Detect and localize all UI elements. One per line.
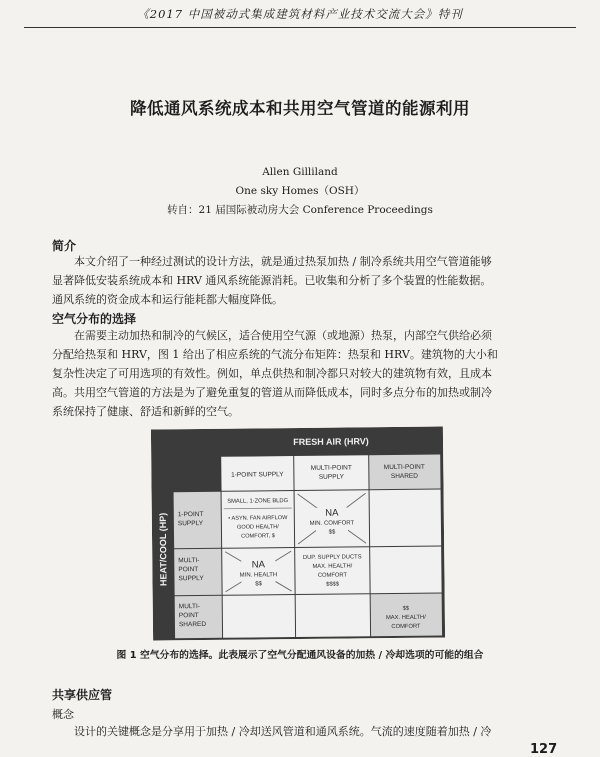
shared-paragraph bbox=[52, 722, 552, 741]
row-header-text: SUPPLY bbox=[177, 519, 204, 528]
intro-heading: 简介 bbox=[52, 239, 77, 253]
running-header: 《2017 中国被动式集成建筑材料产业技术交流大会》特刊 bbox=[137, 7, 463, 21]
cell-text: $$ bbox=[328, 529, 336, 536]
cell-text: MAX. HEALTH/ bbox=[385, 614, 426, 622]
matrix-cell bbox=[223, 595, 295, 638]
col-header-text: SHARED bbox=[390, 472, 418, 481]
intro-line: 显著降低安装系统成本和 HRV 通风系统能源消耗。已收集和分析了多个装置的性能数据。 bbox=[52, 274, 492, 287]
air-distribution-matrix bbox=[151, 426, 445, 640]
cell-text: MAX. HEALTH/ bbox=[312, 563, 353, 570]
shared-line: 设计的关键概念是分享用于加热 / 冷却送风管道和通风系统。气流的速度随着加热 / 冷 bbox=[74, 725, 492, 738]
cell-text: MIN. HEALTH bbox=[239, 572, 278, 579]
col-header-text: 1-POINT SUPPLY bbox=[231, 471, 284, 479]
row-header-text: MULTI- bbox=[178, 557, 200, 565]
intro-line: 本文介绍了一种经过测试的设计方法，就是通过热泵加热 / 制冷系统共用空气管道能够 bbox=[74, 255, 492, 268]
fresh-air-label: FRESH AIR (HRV) bbox=[293, 436, 369, 448]
row-header-text: SUPPLY bbox=[178, 574, 204, 583]
row-header-text: POINT bbox=[178, 612, 199, 620]
cell-text: • ASYN. FAN AIRFLOW bbox=[228, 515, 288, 522]
author-affiliation: One sky Homes（OSH） bbox=[235, 185, 365, 197]
figure-caption: 图 1 空气分布的选择。此表展示了空气分配通风设备的加热 / 冷却选项的可能的组合 bbox=[116, 650, 484, 661]
page-number: 127 bbox=[530, 742, 558, 757]
cell-text: COMFORT bbox=[317, 572, 348, 579]
selection-heading: 空气分布的选择 bbox=[52, 312, 137, 326]
paper-title: 降低通风系统成本和共用空气管道的能源利用 bbox=[130, 99, 470, 118]
cell-text: COMFORT bbox=[391, 623, 421, 631]
selection-line: 复杂性决定了可用选项的有效性。例如，单点供热和制冷都只对较大的建筑物有效，且成本 bbox=[52, 367, 492, 380]
concept-label: 概念 bbox=[52, 708, 74, 721]
row-header-text: POINT bbox=[178, 566, 199, 574]
selection-paragraph bbox=[52, 326, 552, 421]
selection-line: 分配给热泵和 HRV，图 1 给出了相应系统的气流分布矩阵：热泵和 HRV。建筑物的大小和 bbox=[52, 348, 498, 361]
matrix-cell bbox=[370, 547, 441, 594]
cell-text: $$$$ bbox=[326, 581, 340, 588]
col-header-text: SUPPLY bbox=[318, 473, 345, 481]
na-label: NA bbox=[251, 559, 265, 571]
cell-text: DUP. SUPPLY DUCTS bbox=[302, 554, 362, 561]
na-label: NA bbox=[325, 507, 339, 519]
cell-text: $$ bbox=[255, 581, 262, 588]
row-header-text: MULTI- bbox=[178, 603, 200, 611]
header-rule bbox=[24, 27, 576, 28]
col-header-text: MULTI-POINT bbox=[310, 464, 352, 472]
cell-text: GOOD HEALTH/ bbox=[236, 524, 279, 531]
author-block bbox=[0, 163, 600, 220]
row-header-text: SHARED bbox=[178, 620, 207, 629]
shared-heading: 共享供应管 bbox=[52, 688, 113, 702]
matrix-cell bbox=[370, 490, 442, 547]
intro-paragraph bbox=[52, 252, 552, 309]
cell-text: MIN. COMFORT bbox=[309, 520, 355, 527]
figure-1 bbox=[151, 426, 445, 640]
heat-cool-label: HEAT/COOL (HP) bbox=[157, 512, 169, 587]
selection-line: 系统保持了健康、舒适和新鲜的空气。 bbox=[52, 405, 239, 418]
translation-note: 转自：21 届国际被动房大会 Conference Proceedings bbox=[167, 204, 433, 216]
cell-text: $$ bbox=[402, 605, 410, 612]
col-header-text: MULTI-POINT bbox=[383, 463, 425, 472]
row-header-text: 1-POINT bbox=[177, 510, 204, 519]
matrix-cell bbox=[296, 594, 370, 637]
intro-line: 通风系统的资金成本和运行能耗都大幅度降低。 bbox=[52, 293, 283, 306]
selection-line: 高。共用空气管道的方法是为了避免重复的管道从而降低成本，同时多点分布的加热或制冷 bbox=[52, 386, 492, 399]
selection-line: 在需要主动加热和制冷的气候区，适合使用空气源（或地源）热泵，内部空气供给必须 bbox=[74, 329, 492, 342]
author-name: Allen Gilliland bbox=[262, 166, 338, 178]
cell-text: COMFORT, $ bbox=[241, 533, 275, 540]
cell-text: SMALL, 1-ZONE BLDG bbox=[227, 498, 289, 505]
